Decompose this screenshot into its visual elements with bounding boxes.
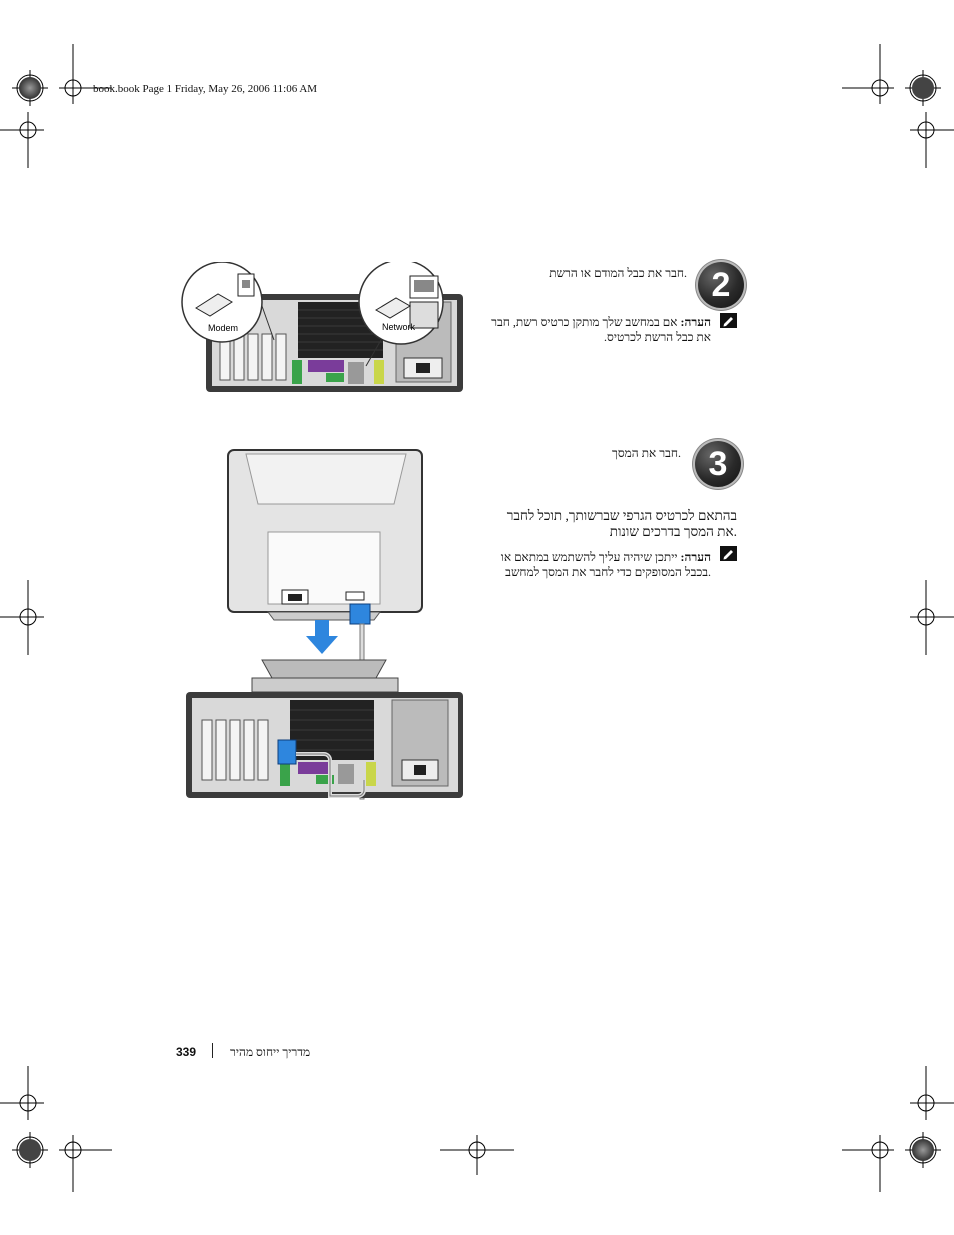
footer-divider [212,1043,213,1058]
step-3-note-line1 [480,550,711,565]
step-3-badge: 3 [695,441,741,487]
modem-label: Modem [208,323,239,333]
monitor-connection-illustration [176,444,466,804]
note-text-line1: ייתכן שיהיה עליך להשתמש במתאם או [500,550,678,564]
note-label: הערה: [680,550,711,564]
step-2-text: .חבר את כבל המודם או הרשת [549,266,687,280]
step-3-text: .חבר את המסך [611,446,681,460]
step-3-note-line2: .בכבל המסופקים כדי לחבר את המסך למחשב [505,565,711,579]
note-label: הערה: [680,315,711,329]
step-3-text-line1: בהתאם לכרטיס הגרפי שברשותך, תוכל לחבר [506,508,737,523]
footer-title: מדריך ייחוס מהיר [230,1045,311,1059]
page-number: 339 [176,1045,197,1059]
step-2-badge: 2 [698,262,744,308]
print-slug: book.book Page 1 Friday, May 26, 2006 11:06 AM [93,83,318,95]
note-pencil-icon [720,546,737,561]
step-2-note [490,315,711,345]
note-text: אם במחשב שלך מותקן כרטיס רשת, חבר את כבל הרשת לכרטיס. [491,315,711,344]
note-pencil-icon [720,313,737,328]
network-label: Network [382,322,416,332]
modem-network-illustration [176,262,466,402]
step-3-text-line2: .את המסך בדרכים שונות [609,524,737,539]
